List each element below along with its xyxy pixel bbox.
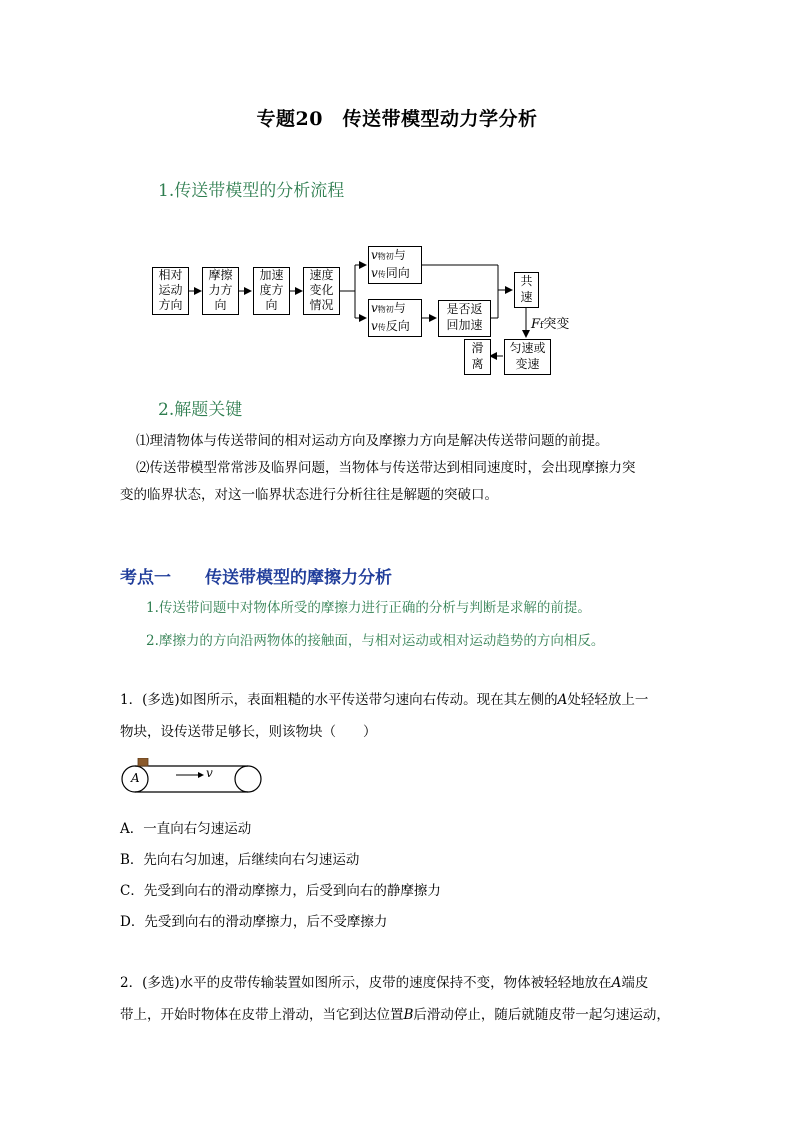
v-symbol: v — [371, 248, 378, 262]
conveyor-belt-figure — [118, 758, 268, 800]
question-number: 1．(多选) — [120, 692, 180, 708]
option-a[interactable]: A．一直向右匀速运动 — [120, 821, 252, 837]
v-symbol: v — [371, 319, 378, 333]
conveyor-belt-drawing — [118, 758, 268, 800]
flow-box-same-direction — [368, 246, 422, 284]
section-heading-analysis-flow: 1.传送带模型的分析流程 — [158, 181, 345, 201]
point-a-label: A — [131, 771, 140, 785]
jump-text: 突变 — [543, 317, 570, 332]
question-text: 端皮 — [621, 975, 649, 991]
friction-jump-label — [531, 313, 569, 332]
flow-box-velocity-change: 速度 变化 情况 — [303, 267, 340, 315]
topic-point-1: 1.传送带问题中对物体所受的摩擦力进行正确的分析与判断是求解的前提。 — [146, 600, 591, 616]
option-b[interactable]: B．先向右匀加速，后继续向右匀速运动 — [120, 852, 360, 868]
subscript: 物初 — [377, 305, 394, 314]
option-c[interactable]: C．先受到向右的滑动摩擦力，后受到向右的静摩擦力 — [120, 883, 441, 899]
point-label: A — [611, 975, 622, 991]
question-number: 2．(多选) — [120, 975, 180, 991]
page-title: 专题20 传送带模型动力学分析 — [256, 108, 538, 130]
question-text: 带上，开始时物体在皮带上滑动，当它到达位置 — [120, 1007, 404, 1023]
and-text: 与 — [393, 301, 406, 315]
flow-box-uniform-or-variable: 匀速或 变速 — [504, 339, 551, 375]
flow-diagram — [0, 0, 794, 380]
v-symbol: v — [371, 301, 378, 315]
question-text: 后滑动停止，随后就随皮带一起匀速运动， — [413, 1007, 670, 1023]
and-text: 与 — [393, 248, 406, 262]
question-text: 水平的皮带传输装置如图所示，皮带的速度保持不变，物体被轻轻地放在 — [179, 975, 612, 991]
question-2-line2 — [120, 999, 690, 1031]
flow-box-slide-off: 滑 离 — [464, 339, 491, 375]
topic-point-2: 2.摩擦力的方向沿两物体的接触面，与相对运动或相对运动趋势的方向相反。 — [146, 633, 605, 649]
key-point-1: ⑴理清物体与传送带间的相对运动方向及摩擦力方向是解决传送带问题的前提。 — [136, 433, 609, 449]
option-d[interactable]: D．先受到向右的滑动摩擦力，后不受摩擦力 — [120, 914, 388, 930]
subscript: 传 — [377, 270, 386, 279]
key-point-2-line1: ⑵传送带模型常常涉及临界问题，当物体与传送带达到相同速度时，会出现摩擦力突 — [136, 460, 636, 476]
subscript: 物初 — [377, 252, 394, 261]
key-point-2-line2: 变的临界状态，对这一临界状态进行分析往往是解题的突破口。 — [120, 487, 498, 503]
topic-heading: 考点一 传送带模型的摩擦力分析 — [120, 568, 392, 588]
question-1-line1 — [120, 684, 690, 716]
point-label: B — [403, 1007, 414, 1023]
flow-box-return-accelerate: 是否返 回加速 — [438, 300, 491, 337]
flow-box-acceleration-direction: 加速 度方 向 — [253, 267, 290, 315]
velocity-label: v — [206, 766, 213, 780]
question-1-line2: 物块，设传送带足够长，则该物块（ ） — [120, 724, 377, 740]
direction-text: 同向 — [385, 266, 410, 280]
v-symbol: v — [371, 266, 378, 280]
flow-box-common-speed: 共 速 — [514, 272, 539, 308]
question-text: 如图所示，表面粗糙的水平传送带匀速向右传动。现在其左侧的 — [179, 692, 558, 708]
f-symbol: F — [531, 317, 541, 332]
subscript: 传 — [377, 323, 386, 332]
question-text: 处轻轻放上一 — [567, 692, 649, 708]
question-2-line1 — [120, 967, 690, 999]
section-heading-key-points: 2.解题关键 — [158, 400, 243, 420]
subscript: f — [540, 321, 544, 331]
point-label: A — [557, 692, 568, 708]
flow-box-opposite-direction — [368, 299, 422, 337]
flow-box-friction-direction: 摩擦 力方 向 — [202, 267, 239, 315]
direction-text: 反向 — [385, 319, 410, 333]
flow-box-relative-motion: 相对 运动 方向 — [152, 267, 189, 315]
